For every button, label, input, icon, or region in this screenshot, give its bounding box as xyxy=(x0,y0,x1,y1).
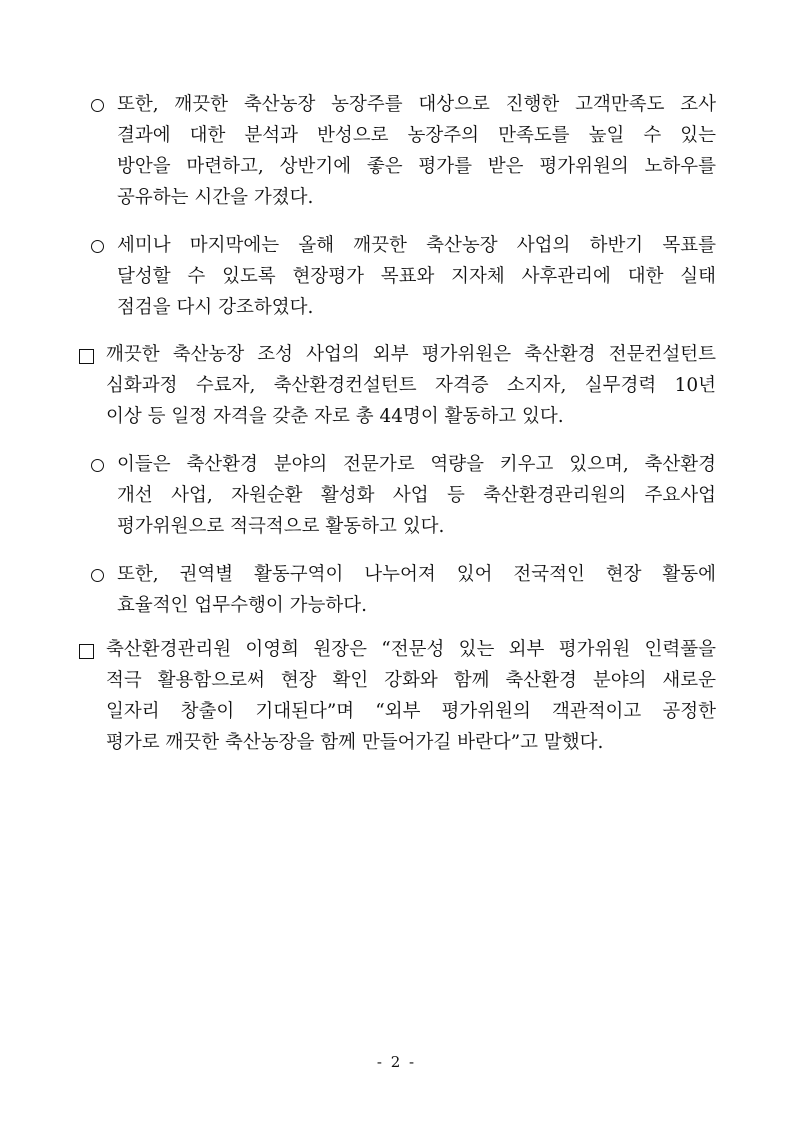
circle-bullet-icon xyxy=(91,459,104,472)
text-line: 또한, 권역별 활동구역이 나누어져 있어 전국적인 현장 활동에 xyxy=(117,564,716,585)
text-line: 달성할 수 있도록 현장평가 목표와 지자체 사후관리에 대한 실태 xyxy=(117,266,716,287)
text-line: 축산환경관리원 이영희 원장은 “전문성 있는 외부 평가위원 인력풀을 xyxy=(106,639,716,660)
text-line: 이들은 축산환경 분야의 전문가로 역량을 키우고 있으며, 축산환경 xyxy=(117,454,716,475)
paragraph xyxy=(79,339,716,432)
text-line: 심화과정 수료자, 축산환경컨설턴트 자격증 소지자, 실무경력 10년 xyxy=(106,375,716,396)
paragraph xyxy=(79,634,716,758)
text-line: 또한, 깨끗한 축산농장 농장주를 대상으로 진행한 고객만족도 조사 xyxy=(117,94,716,115)
text-line: 일자리 창출이 기대된다”며 “외부 평가위원의 객관적이고 공정한 xyxy=(106,701,716,722)
text-line: 적극 활용함으로써 현장 확인 강화와 함께 축산환경 분야의 새로운 xyxy=(106,670,716,691)
text-line: 결과에 대한 분석과 반성으로 농장주의 만족도를 높일 수 있는 xyxy=(117,125,716,146)
text-line: 방안을 마련하고, 상반기에 좋은 평가를 받은 평가위원의 노하우를 xyxy=(117,156,716,177)
circle-bullet-icon xyxy=(91,99,104,112)
text-line: 깨끗한 축산농장 조성 사업의 외부 평가위원은 축산환경 전문컨설턴트 xyxy=(106,344,716,365)
text-line: 이상 등 일정 자격을 갖춘 자로 총 44명이 활동하고 있다. xyxy=(106,406,564,427)
circle-bullet-icon xyxy=(91,569,104,582)
paragraph xyxy=(117,230,716,323)
paragraph xyxy=(117,559,716,621)
text-line: 세미나 마지막에는 올해 깨끗한 축산농장 사업의 하반기 목표를 xyxy=(117,235,716,256)
text-line: 평가위원으로 적극적으로 활동하고 있다. xyxy=(117,516,445,537)
text-line: 효율적인 업무수행이 가능하다. xyxy=(117,595,367,616)
text-line: 개선 사업, 자원순환 활성화 사업 등 축산환경관리원의 주요사업 xyxy=(117,485,716,506)
text-line: 점검을 다시 강조하였다. xyxy=(117,297,314,318)
circle-bullet-icon xyxy=(91,240,104,253)
page-number: - 2 - xyxy=(376,1053,417,1071)
paragraph xyxy=(117,449,716,542)
text-line: 평가로 깨끗한 축산농장을 함께 만들어가길 바란다”고 말했다. xyxy=(106,732,604,753)
text-line: 공유하는 시간을 가졌다. xyxy=(117,187,314,208)
paragraph xyxy=(117,89,716,213)
